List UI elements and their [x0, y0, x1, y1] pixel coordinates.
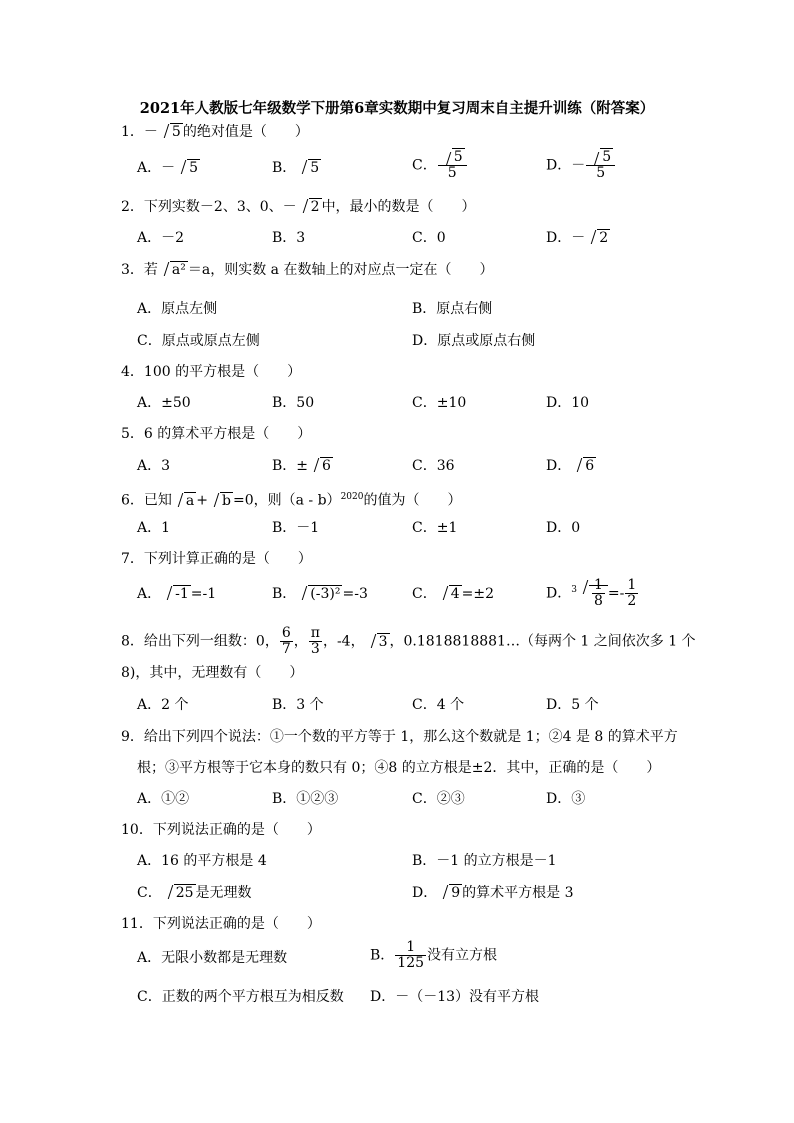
question-1: 1．－ 5 的绝对值是（ ） [121, 124, 309, 140]
q7-option-b: B． (-3)² =-3 [272, 586, 368, 602]
q9-option-d: D．③ [546, 791, 586, 807]
q5-option-b: B．± 6 [272, 458, 331, 474]
q7-option-a: A． -1 =-1 [137, 586, 217, 602]
q4-option-c: C．±10 [412, 395, 467, 411]
q5-option-c: C．36 [412, 458, 455, 474]
q8-option-a: A．2 个 [137, 697, 189, 713]
q11-option-a: A．无限小数都是无理数 [137, 950, 288, 966]
question-3: 3．若 a² ＝a，则实数 a 在数轴上的对应点一定在（ ） [121, 262, 494, 278]
q1-option-d: D．－ $\frac{5}{5}$ [546, 150, 616, 181]
q11-option-d: D．－（－13）没有平方根 [370, 989, 540, 1005]
q6-option-c: C．±1 [412, 520, 458, 536]
q2-option-b: B．3 [272, 230, 306, 246]
q3-option-b: B．原点右侧 [412, 301, 493, 317]
q10-option-b: B．－1 的立方根是－1 [412, 853, 557, 869]
question-6: 6．已知 a + b =0，则（a - b）$^{2020}$的值为（ ） [121, 492, 462, 509]
q1-option-c: C． $\frac{5}{5}$ [412, 150, 468, 181]
q4-option-b: B．50 [272, 395, 315, 411]
question-9-line-2: 根；③平方根等于它本身的数只有 0；④8 的立方根是±2．其中，正确的是（ ） [137, 760, 661, 776]
question-9: 9．给出下列四个说法：①一个数的平方等于 1，那么这个数就是 1；②4 是 8 的算术平方 [121, 729, 678, 745]
q10-option-c: C． 25 是无理数 [137, 885, 252, 901]
q3-option-d: D．原点或原点右侧 [412, 333, 536, 349]
q8-option-d: D．5 个 [546, 697, 599, 713]
q6-option-b: B．－1 [272, 520, 320, 536]
q6-option-a: A．1 [137, 520, 171, 536]
q11-option-c: C．正数的两个平方根互为相反数 [137, 989, 344, 1005]
q9-option-a: A．①② [137, 791, 190, 807]
q1-option-b: B． 5 [272, 160, 320, 176]
q3-option-a: A．原点左侧 [137, 301, 218, 317]
q7-option-c: C． 4 =±2 [412, 586, 495, 602]
question-2: 2．下列实数－2、3、0、－ 2 中，最小的数是（ ） [121, 199, 476, 215]
q7-option-d: D．$^3$ $\frac{1}{8}$ =- $\frac{1}{2}$ [546, 577, 637, 609]
q4-option-d: D．10 [546, 395, 590, 411]
question-4: 4．100 的平方根是（ ） [121, 364, 302, 380]
question-8: 8．给出下列一组数：0， $\frac{6}{7}$ ， $\frac{\pi}{3}$ ，-4， 3 ，0.1818818881…（每两个 1 之间依次多 1 个 [121, 625, 696, 657]
q10-option-d: D． 9 的算术平方根是 3 [412, 885, 574, 901]
q9-option-b: B．①②③ [272, 791, 339, 807]
q2-option-c: C．0 [412, 230, 446, 246]
question-5: 5．6 的算术平方根是（ ） [121, 426, 312, 442]
q6-option-d: D．0 [546, 520, 581, 536]
q10-option-a: A．16 的平方根是 4 [137, 853, 267, 869]
q5-option-d: D． 6 [546, 458, 595, 474]
question-11: 11．下列说法正确的是（ ） [121, 916, 321, 932]
question-8-line-2: 8)，其中，无理数有（ ） [121, 665, 304, 681]
q2-option-a: A．－2 [137, 230, 185, 246]
q11-option-b: B． $\frac{1}{125}$ 没有立方根 [370, 939, 498, 971]
question-7: 7．下列计算正确的是（ ） [121, 551, 312, 567]
page-title: 2021年人教版七年级数学下册第6章实数期中复习周末自主提升训练（附答案） [139, 100, 655, 117]
q4-option-a: A．±50 [137, 395, 191, 411]
question-10: 10．下列说法正确的是（ ） [121, 822, 321, 838]
q8-option-c: C．4 个 [412, 697, 465, 713]
q2-option-d: D．－ 2 [546, 230, 609, 246]
q3-option-c: C．原点或原点左侧 [137, 333, 260, 349]
q8-option-b: B．3 个 [272, 697, 324, 713]
q9-option-c: C．②③ [412, 791, 465, 807]
q5-option-a: A．3 [137, 458, 171, 474]
q1-option-a: A．－ 5 [137, 160, 199, 176]
